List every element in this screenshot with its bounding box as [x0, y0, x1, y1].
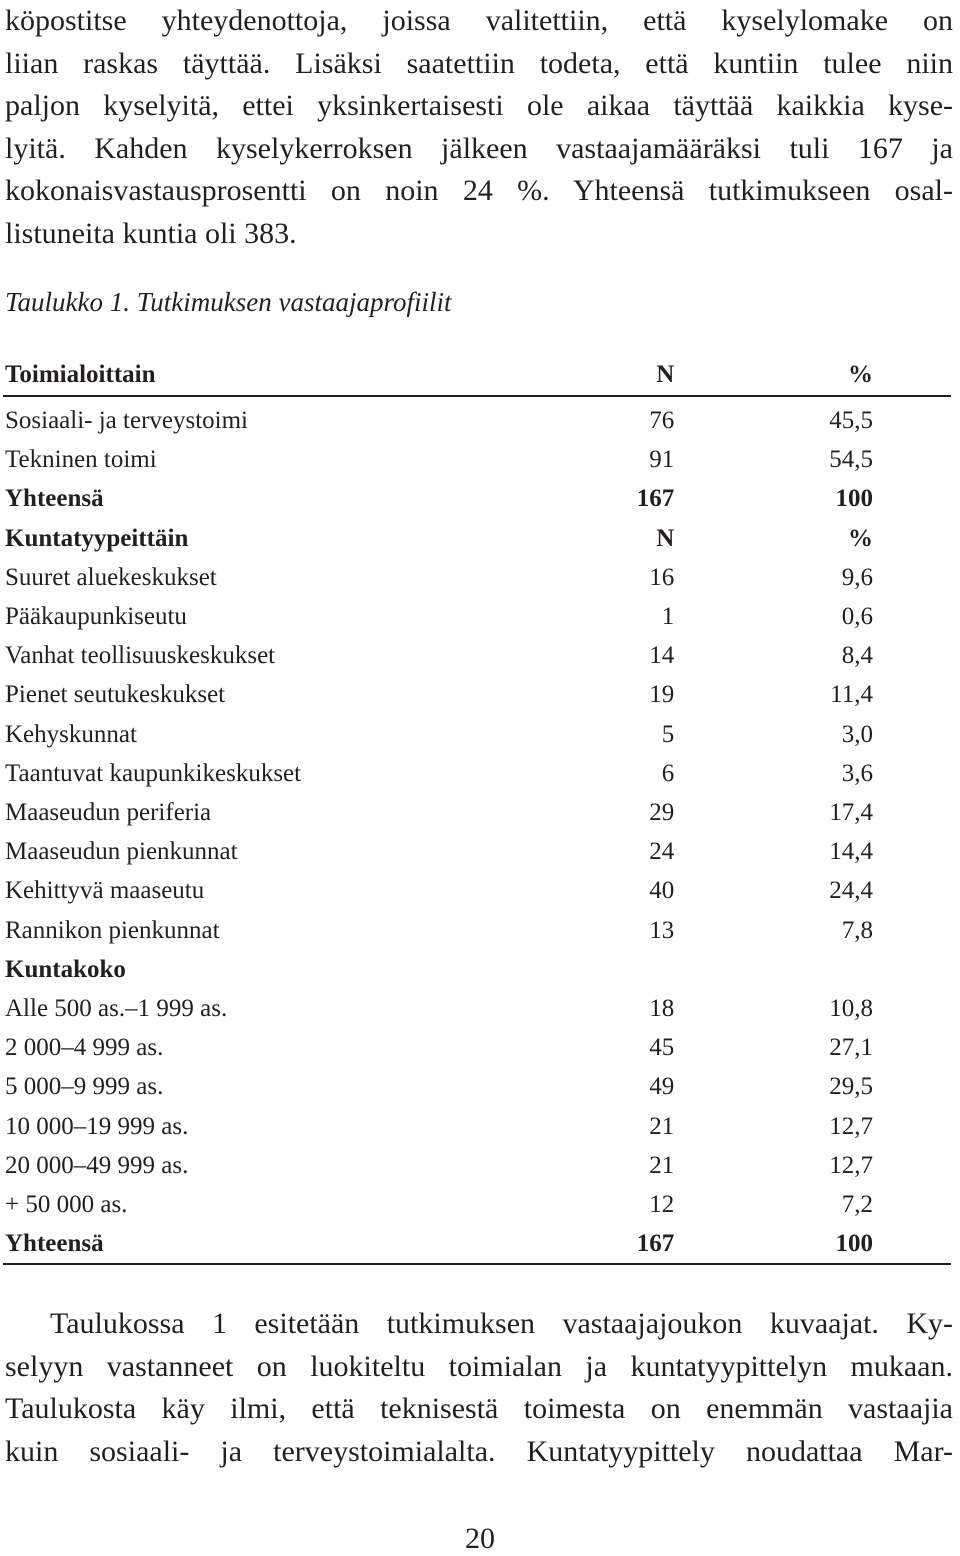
row-pct: 3,0 — [841, 720, 873, 748]
row-n: 45 — [649, 1034, 675, 1062]
table-row — [3, 793, 951, 832]
row-label: Sosiaali- ja terveystoimi — [5, 407, 249, 434]
row-label: Maaseudun periferia — [5, 799, 212, 827]
row-label: Kehyskunnat — [5, 720, 137, 748]
row-n: 49 — [649, 1073, 675, 1101]
table-row — [3, 1146, 951, 1185]
row-n: 18 — [649, 995, 675, 1023]
row-pct: 14,4 — [829, 838, 873, 866]
table-row — [3, 832, 951, 871]
header-pct: % — [674, 355, 951, 396]
row-pct — [674, 950, 951, 989]
table-row — [3, 519, 951, 558]
row-n: 167 — [636, 485, 675, 513]
table-row — [3, 1067, 951, 1106]
row-pct: 8,4 — [841, 642, 873, 670]
row-n: 19 — [649, 681, 675, 709]
row-pct: 7,8 — [841, 916, 873, 944]
row-n: 29 — [649, 799, 675, 827]
row-n: N — [656, 524, 675, 552]
outro-line: Taulukosta käy ilmi, että teknisestä toimesta on enemmän vastaajia — [5, 1392, 953, 1425]
row-n: 14 — [649, 642, 675, 670]
intro-line: kokonaisvastausprosentti on noin 24 %. Yhteensä tutkimukseen osal- — [5, 174, 953, 207]
row-label: Kehittyvä maaseutu — [5, 877, 205, 905]
table-row — [3, 715, 951, 754]
row-pct: 0,6 — [841, 603, 873, 631]
outro-line: Taulukossa 1 esitetään tutkimuksen vastaajajoukon kuvaajat. Ky- — [50, 1307, 953, 1340]
row-n: 21 — [649, 1112, 675, 1140]
outro-line: selyyn vastanneet on luokiteltu toimialan ja kuntatyypittelyn mukaan. — [5, 1349, 953, 1383]
row-label: Vanhat teollisuuskeskukset — [5, 642, 276, 670]
row-label: Tekninen toimi — [5, 446, 157, 474]
row-pct: 100 — [674, 1224, 951, 1264]
row-label: Taantuvat kaupunkikeskukset — [5, 759, 302, 787]
row-label: Yhteensä — [5, 485, 104, 513]
row-pct: 10,8 — [829, 995, 873, 1023]
row-pct: 45,5 — [829, 407, 873, 434]
intro-line: listuneita kuntia oli 383. — [5, 216, 297, 250]
row-label: + 50 000 as. — [5, 1191, 128, 1219]
row-label: Yhteensä — [3, 1224, 563, 1264]
table-row — [3, 1185, 951, 1224]
row-pct: 12,7 — [829, 1112, 873, 1140]
table-row — [3, 871, 951, 910]
row-label: Maaseudun pienkunnat — [5, 838, 238, 866]
row-pct: 29,5 — [829, 1073, 873, 1101]
row-label: 5 000–9 999 as. — [5, 1073, 164, 1101]
intro-line: lyitä. Kahden kyselykerroksen jälkeen vastaajamääräksi tuli 167 ja — [5, 131, 953, 165]
row-n: 167 — [563, 1224, 674, 1264]
table-row — [3, 1224, 951, 1264]
table-row — [3, 675, 951, 714]
row-label: 2 000–4 999 as. — [5, 1034, 164, 1062]
row-pct: 27,1 — [829, 1034, 873, 1062]
table-row — [3, 597, 951, 636]
table-row — [3, 636, 951, 675]
row-pct: 54,5 — [829, 446, 873, 474]
row-pct: 9,6 — [841, 563, 873, 591]
intro-line: köpostitse yhteydenottoja, joissa valitettiin, että kyselylomake on — [5, 4, 953, 37]
row-label: Kuntakoko — [5, 955, 126, 983]
row-label: Kuntatyypeittäin — [5, 524, 189, 552]
row-label: Suuret aluekeskukset — [5, 563, 217, 591]
row-n: 12 — [649, 1191, 675, 1219]
row-n: 40 — [649, 877, 675, 905]
table-row — [3, 558, 951, 597]
table-row — [3, 479, 951, 518]
row-label: Rannikon pienkunnat — [5, 916, 220, 944]
row-pct: % — [848, 524, 873, 552]
row-pct: 7,2 — [841, 1191, 873, 1219]
row-n: 16 — [649, 563, 675, 591]
outro-line: kuin sosiaali- ja terveystoimialalta. Kuntatyypittely noudattaa Mar- — [5, 1434, 953, 1468]
row-pct: 3,6 — [841, 759, 873, 787]
page-number: 20 — [465, 1522, 495, 1555]
row-pct: 24,4 — [829, 877, 873, 905]
row-n: 21 — [649, 1151, 675, 1179]
row-label: Pienet seutukeskukset — [5, 681, 226, 709]
row-n: 6 — [661, 759, 675, 787]
header-n: N — [563, 355, 674, 396]
row-n: 1 — [661, 603, 675, 631]
row-n: 76 — [649, 407, 675, 434]
table-row — [3, 754, 951, 793]
table-caption: Taulukko 1. Tutkimuksen vastaajaprofiilit — [5, 287, 452, 317]
respondent-profile-table — [3, 355, 951, 1265]
row-pct: 11,4 — [830, 681, 873, 709]
row-n: 24 — [649, 838, 675, 866]
table-row — [3, 440, 951, 479]
row-n: 5 — [661, 720, 675, 748]
header-label: Toimialoittain — [3, 355, 563, 396]
row-pct: 12,7 — [829, 1151, 873, 1179]
table-row — [3, 1107, 951, 1146]
row-label: Alle 500 as.–1 999 as. — [5, 995, 228, 1023]
row-n: 13 — [649, 916, 675, 944]
row-pct: 100 — [835, 485, 873, 513]
outro-paragraph — [5, 1303, 953, 1473]
intro-line: paljon kyselyitä, ettei yksinkertaisesti ole aikaa täyttää kaikkia kyse- — [5, 89, 953, 122]
row-n — [563, 950, 674, 989]
row-label: Pääkaupunkiseutu — [5, 603, 187, 631]
table-row — [3, 950, 951, 989]
row-label: 20 000–49 999 as. — [5, 1151, 189, 1179]
row-label: 10 000–19 999 as. — [5, 1112, 189, 1140]
table-row — [3, 396, 951, 440]
table-row — [3, 911, 951, 950]
table-row — [3, 989, 951, 1028]
table-header-row — [3, 355, 951, 396]
row-pct: 17,4 — [829, 799, 873, 827]
intro-line: liian raskas täyttää. Lisäksi saatettiin todeta, että kuntiin tulee niin — [5, 46, 953, 80]
table-row — [3, 1028, 951, 1067]
row-n: 91 — [649, 446, 675, 474]
intro-paragraph — [5, 0, 953, 255]
